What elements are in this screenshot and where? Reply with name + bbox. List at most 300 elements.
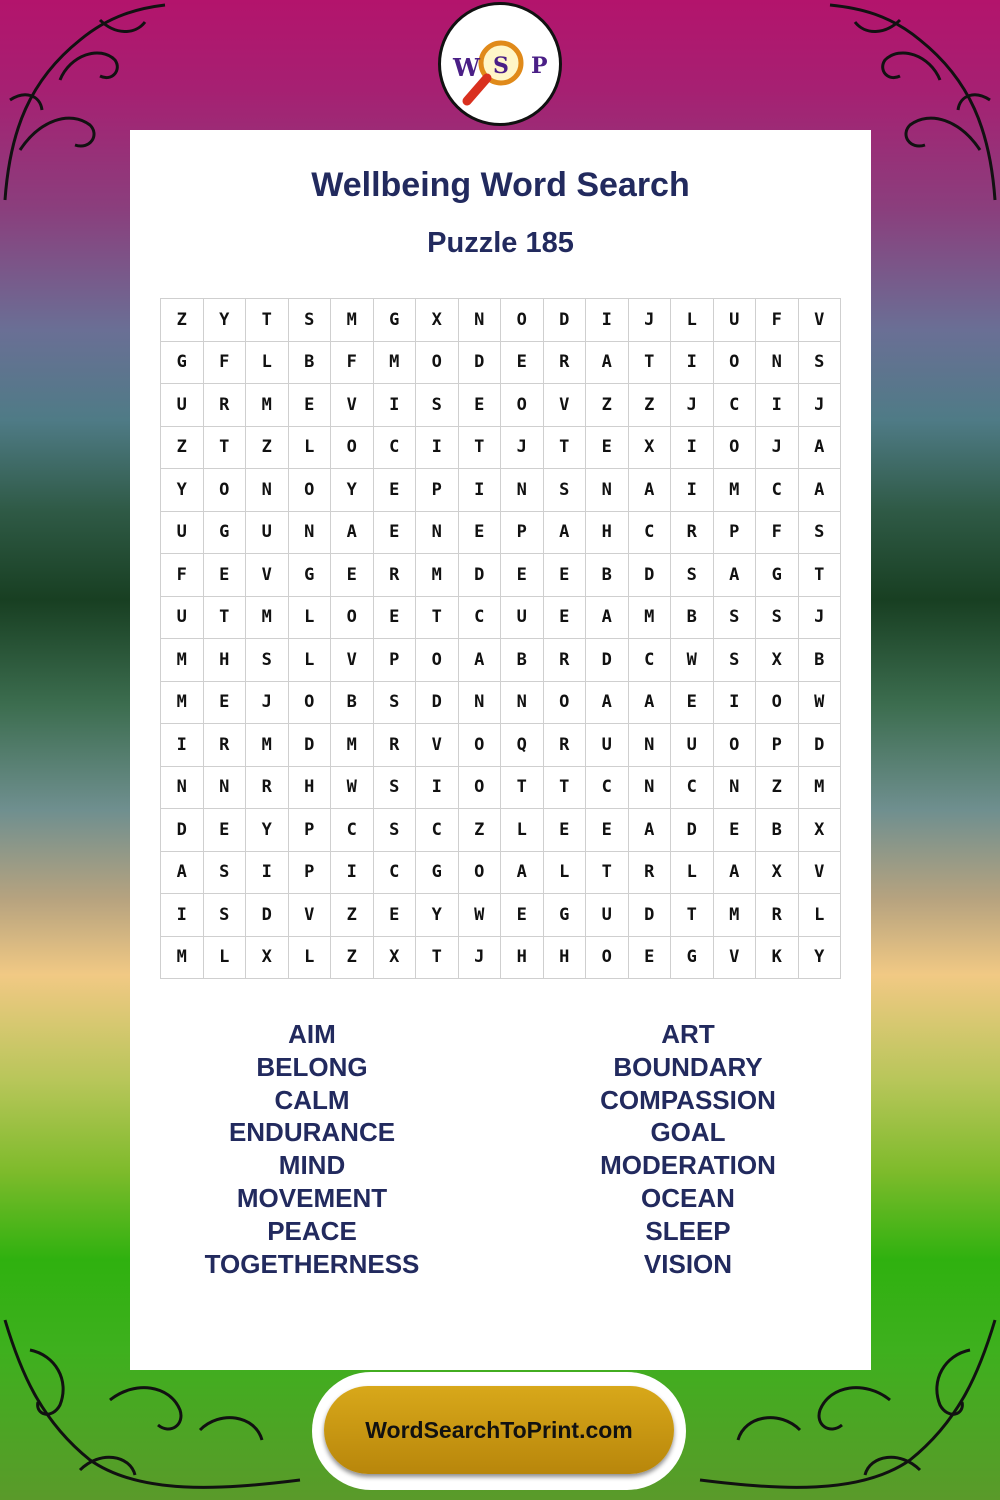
grid-cell[interactable]: O bbox=[543, 681, 586, 724]
grid-cell[interactable]: G bbox=[203, 511, 246, 554]
grid-cell[interactable]: M bbox=[798, 766, 841, 809]
logo-letter-p: P bbox=[531, 53, 548, 79]
grid-cell[interactable]: M bbox=[161, 639, 204, 682]
grid-cell[interactable]: A bbox=[331, 511, 374, 554]
grid-cell[interactable]: X bbox=[756, 639, 799, 682]
grid-cell[interactable]: U bbox=[586, 894, 629, 937]
letter-grid bbox=[160, 298, 841, 979]
grid-cell[interactable]: N bbox=[586, 469, 629, 512]
grid-row bbox=[161, 894, 841, 937]
grid-cell[interactable]: R bbox=[543, 724, 586, 767]
grid-cell[interactable]: T bbox=[543, 426, 586, 469]
grid-cell[interactable]: X bbox=[798, 809, 841, 852]
grid-cell[interactable]: Z bbox=[161, 426, 204, 469]
grid-cell[interactable]: I bbox=[671, 341, 714, 384]
grid-cell[interactable]: L bbox=[288, 596, 331, 639]
grid-cell[interactable]: L bbox=[288, 639, 331, 682]
grid-cell[interactable]: Y bbox=[798, 936, 841, 979]
grid-cell[interactable]: X bbox=[246, 936, 289, 979]
grid-cell[interactable]: E bbox=[288, 384, 331, 427]
grid-cell[interactable]: R bbox=[203, 384, 246, 427]
search-word: ART bbox=[661, 1019, 715, 1049]
grid-cell[interactable]: O bbox=[203, 469, 246, 512]
grid-cell[interactable]: E bbox=[203, 681, 246, 724]
grid-cell[interactable]: Y bbox=[203, 299, 246, 342]
grid-row bbox=[161, 639, 841, 682]
grid-cell[interactable]: J bbox=[458, 936, 501, 979]
grid-cell[interactable]: B bbox=[671, 596, 714, 639]
grid-cell[interactable]: I bbox=[458, 469, 501, 512]
grid-cell[interactable]: N bbox=[288, 511, 331, 554]
grid-cell[interactable]: O bbox=[331, 426, 374, 469]
grid-row bbox=[161, 766, 841, 809]
grid-cell[interactable]: G bbox=[373, 299, 416, 342]
grid-cell[interactable]: N bbox=[416, 511, 459, 554]
grid-cell[interactable]: E bbox=[458, 384, 501, 427]
grid-cell[interactable]: Y bbox=[246, 809, 289, 852]
grid-cell[interactable]: C bbox=[671, 766, 714, 809]
grid-cell[interactable]: R bbox=[671, 511, 714, 554]
grid-cell[interactable]: G bbox=[756, 554, 799, 597]
grid-cell[interactable]: I bbox=[416, 766, 459, 809]
grid-cell[interactable]: Z bbox=[331, 936, 374, 979]
grid-cell[interactable]: U bbox=[501, 596, 544, 639]
grid-cell[interactable]: A bbox=[543, 511, 586, 554]
grid-cell[interactable]: C bbox=[628, 639, 671, 682]
grid-cell[interactable]: M bbox=[246, 384, 289, 427]
grid-cell[interactable]: O bbox=[458, 724, 501, 767]
grid-cell[interactable]: S bbox=[246, 639, 289, 682]
grid-cell[interactable]: Q bbox=[501, 724, 544, 767]
grid-cell[interactable]: F bbox=[203, 341, 246, 384]
grid-cell[interactable]: R bbox=[628, 851, 671, 894]
grid-cell[interactable]: D bbox=[798, 724, 841, 767]
grid-cell[interactable]: S bbox=[543, 469, 586, 512]
grid-row bbox=[161, 384, 841, 427]
grid-cell[interactable]: X bbox=[756, 851, 799, 894]
grid-cell[interactable]: X bbox=[373, 936, 416, 979]
grid-cell[interactable]: E bbox=[458, 511, 501, 554]
search-word: BELONG bbox=[256, 1051, 368, 1082]
grid-cell[interactable]: D bbox=[246, 894, 289, 937]
grid-row bbox=[161, 851, 841, 894]
grid-cell[interactable]: E bbox=[501, 894, 544, 937]
grid-cell[interactable]: P bbox=[713, 511, 756, 554]
grid-cell[interactable]: S bbox=[713, 596, 756, 639]
grid-cell[interactable]: X bbox=[416, 299, 459, 342]
grid-cell[interactable]: G bbox=[543, 894, 586, 937]
grid-cell[interactable]: I bbox=[416, 426, 459, 469]
grid-cell[interactable]: L bbox=[501, 809, 544, 852]
grid-cell[interactable]: A bbox=[798, 426, 841, 469]
grid-cell[interactable]: P bbox=[756, 724, 799, 767]
grid-cell[interactable]: I bbox=[756, 384, 799, 427]
grid-cell[interactable]: O bbox=[416, 341, 459, 384]
search-word: AIM bbox=[288, 1019, 336, 1049]
grid-cell[interactable]: E bbox=[373, 511, 416, 554]
logo-letter-s: S bbox=[493, 53, 509, 79]
grid-cell[interactable]: T bbox=[628, 341, 671, 384]
grid-cell[interactable]: T bbox=[203, 426, 246, 469]
grid-cell[interactable]: A bbox=[628, 681, 671, 724]
grid-cell[interactable]: E bbox=[543, 809, 586, 852]
grid-cell[interactable]: C bbox=[713, 384, 756, 427]
grid-cell[interactable]: R bbox=[373, 554, 416, 597]
grid-row bbox=[161, 299, 841, 342]
grid-cell[interactable]: D bbox=[586, 639, 629, 682]
grid-cell[interactable]: C bbox=[458, 596, 501, 639]
grid-cell[interactable]: A bbox=[586, 681, 629, 724]
grid-cell[interactable]: V bbox=[798, 851, 841, 894]
grid-cell[interactable]: E bbox=[501, 341, 544, 384]
grid-cell[interactable]: C bbox=[586, 766, 629, 809]
grid-cell[interactable]: U bbox=[246, 511, 289, 554]
grid-cell[interactable]: N bbox=[458, 681, 501, 724]
grid-cell[interactable]: W bbox=[671, 639, 714, 682]
word-list-left bbox=[162, 1018, 462, 1280]
grid-cell[interactable]: A bbox=[628, 469, 671, 512]
grid-cell[interactable]: N bbox=[203, 766, 246, 809]
grid-cell[interactable]: V bbox=[331, 384, 374, 427]
grid-cell[interactable]: T bbox=[203, 596, 246, 639]
grid-row bbox=[161, 469, 841, 512]
grid-cell[interactable]: D bbox=[416, 681, 459, 724]
grid-cell[interactable]: L bbox=[671, 299, 714, 342]
grid-cell[interactable]: N bbox=[501, 469, 544, 512]
page-title: Wellbeing Word Search bbox=[311, 166, 690, 204]
grid-cell[interactable]: T bbox=[458, 426, 501, 469]
search-word: COMPASSION bbox=[600, 1084, 776, 1115]
grid-cell[interactable]: E bbox=[586, 809, 629, 852]
grid-cell[interactable]: D bbox=[161, 809, 204, 852]
grid-cell[interactable]: Y bbox=[161, 469, 204, 512]
grid-cell[interactable]: P bbox=[416, 469, 459, 512]
grid-cell[interactable]: A bbox=[713, 554, 756, 597]
grid-cell[interactable]: C bbox=[416, 809, 459, 852]
grid-row bbox=[161, 596, 841, 639]
grid-cell[interactable]: Z bbox=[331, 894, 374, 937]
grid-cell[interactable]: L bbox=[798, 894, 841, 937]
grid-cell[interactable]: A bbox=[161, 851, 204, 894]
grid-cell[interactable]: J bbox=[756, 426, 799, 469]
grid-cell[interactable]: A bbox=[628, 809, 671, 852]
grid-cell[interactable]: F bbox=[161, 554, 204, 597]
grid-cell[interactable]: L bbox=[671, 851, 714, 894]
grid-cell[interactable]: E bbox=[628, 936, 671, 979]
grid-cell[interactable]: E bbox=[203, 554, 246, 597]
grid-cell[interactable]: L bbox=[288, 936, 331, 979]
grid-cell[interactable]: E bbox=[373, 469, 416, 512]
grid-cell[interactable]: F bbox=[756, 299, 799, 342]
grid-cell[interactable]: J bbox=[628, 299, 671, 342]
grid-cell[interactable]: H bbox=[543, 936, 586, 979]
grid-cell[interactable]: K bbox=[756, 936, 799, 979]
grid-cell[interactable]: P bbox=[288, 851, 331, 894]
grid-cell[interactable]: S bbox=[671, 554, 714, 597]
grid-cell[interactable]: S bbox=[373, 809, 416, 852]
grid-cell[interactable]: N bbox=[501, 681, 544, 724]
grid-cell[interactable]: S bbox=[416, 384, 459, 427]
grid-cell[interactable]: I bbox=[161, 894, 204, 937]
grid-cell[interactable]: B bbox=[288, 341, 331, 384]
grid-cell[interactable]: H bbox=[501, 936, 544, 979]
grid-cell[interactable]: W bbox=[458, 894, 501, 937]
grid-cell[interactable]: O bbox=[756, 681, 799, 724]
grid-cell[interactable]: M bbox=[713, 894, 756, 937]
search-word: CALM bbox=[274, 1084, 350, 1115]
grid-cell[interactable]: E bbox=[501, 554, 544, 597]
grid-cell[interactable]: O bbox=[288, 681, 331, 724]
grid-cell[interactable]: S bbox=[756, 596, 799, 639]
grid-cell[interactable]: G bbox=[288, 554, 331, 597]
grid-cell[interactable]: S bbox=[203, 894, 246, 937]
grid-row bbox=[161, 341, 841, 384]
grid-cell[interactable]: I bbox=[373, 384, 416, 427]
grid-cell[interactable]: E bbox=[543, 554, 586, 597]
grid-cell[interactable]: E bbox=[543, 596, 586, 639]
grid-cell[interactable]: M bbox=[161, 936, 204, 979]
grid-cell[interactable]: S bbox=[798, 511, 841, 554]
search-word: TOGETHERNESS bbox=[204, 1248, 420, 1279]
grid-cell[interactable]: G bbox=[161, 341, 204, 384]
grid-row bbox=[161, 426, 841, 469]
word-list-right bbox=[538, 1018, 838, 1280]
search-word: OCEAN bbox=[641, 1182, 735, 1213]
grid-cell[interactable]: A bbox=[713, 851, 756, 894]
grid-cell[interactable]: S bbox=[373, 681, 416, 724]
grid-cell[interactable]: H bbox=[586, 511, 629, 554]
grid-cell[interactable]: M bbox=[416, 554, 459, 597]
grid-cell[interactable]: V bbox=[543, 384, 586, 427]
grid-cell[interactable]: F bbox=[756, 511, 799, 554]
grid-cell[interactable]: Z bbox=[246, 426, 289, 469]
grid-cell[interactable]: G bbox=[416, 851, 459, 894]
grid-cell[interactable]: O bbox=[416, 639, 459, 682]
grid-cell[interactable]: V bbox=[416, 724, 459, 767]
grid-cell[interactable]: R bbox=[543, 341, 586, 384]
footer-pill bbox=[312, 1372, 686, 1490]
grid-cell[interactable]: Y bbox=[331, 469, 374, 512]
grid-cell[interactable]: N bbox=[628, 724, 671, 767]
grid-cell[interactable]: S bbox=[203, 851, 246, 894]
grid-cell[interactable]: B bbox=[586, 554, 629, 597]
grid-cell[interactable]: D bbox=[288, 724, 331, 767]
grid-cell[interactable]: E bbox=[586, 426, 629, 469]
grid-cell[interactable]: T bbox=[246, 299, 289, 342]
search-word: MIND bbox=[278, 1150, 346, 1181]
grid-cell[interactable]: L bbox=[246, 341, 289, 384]
grid-cell[interactable]: O bbox=[713, 426, 756, 469]
grid-cell[interactable]: B bbox=[756, 809, 799, 852]
grid-cell[interactable]: V bbox=[246, 554, 289, 597]
grid-cell[interactable]: D bbox=[458, 341, 501, 384]
grid-cell[interactable]: Y bbox=[416, 894, 459, 937]
grid-cell[interactable]: T bbox=[543, 766, 586, 809]
puzzle-number: Puzzle 185 bbox=[427, 227, 574, 259]
grid-cell[interactable]: R bbox=[373, 724, 416, 767]
search-word: GOAL bbox=[650, 1117, 726, 1148]
grid-cell[interactable]: U bbox=[713, 299, 756, 342]
grid-cell[interactable]: U bbox=[161, 596, 204, 639]
grid-cell[interactable]: M bbox=[713, 469, 756, 512]
grid-cell[interactable]: R bbox=[203, 724, 246, 767]
grid-cell[interactable]: U bbox=[161, 511, 204, 554]
search-word: BOUNDARY bbox=[613, 1051, 763, 1082]
grid-cell[interactable]: A bbox=[798, 469, 841, 512]
grid-cell[interactable]: H bbox=[288, 766, 331, 809]
grid-cell[interactable]: V bbox=[331, 639, 374, 682]
grid-cell[interactable]: N bbox=[458, 299, 501, 342]
grid-cell[interactable]: M bbox=[246, 724, 289, 767]
grid-cell[interactable]: S bbox=[798, 341, 841, 384]
grid-cell[interactable]: H bbox=[203, 639, 246, 682]
grid-cell[interactable]: M bbox=[331, 724, 374, 767]
grid-cell[interactable]: R bbox=[543, 639, 586, 682]
grid-cell[interactable]: C bbox=[373, 851, 416, 894]
search-word: MOVEMENT bbox=[236, 1182, 388, 1213]
grid-cell[interactable]: C bbox=[373, 426, 416, 469]
grid-cell[interactable]: W bbox=[798, 681, 841, 724]
grid-cell[interactable]: O bbox=[288, 469, 331, 512]
grid-cell[interactable]: C bbox=[331, 809, 374, 852]
search-word: VISION bbox=[643, 1248, 733, 1279]
grid-cell[interactable]: L bbox=[543, 851, 586, 894]
grid-row bbox=[161, 554, 841, 597]
grid-cell[interactable]: O bbox=[713, 724, 756, 767]
grid-cell[interactable]: A bbox=[458, 639, 501, 682]
grid-row bbox=[161, 809, 841, 852]
grid-cell[interactable]: E bbox=[373, 596, 416, 639]
grid-cell[interactable]: T bbox=[671, 894, 714, 937]
grid-cell[interactable]: P bbox=[373, 639, 416, 682]
grid-cell[interactable]: R bbox=[246, 766, 289, 809]
grid-cell[interactable]: E bbox=[331, 554, 374, 597]
grid-cell[interactable]: O bbox=[331, 596, 374, 639]
search-word: PEACE bbox=[267, 1215, 357, 1246]
grid-cell[interactable]: Z bbox=[161, 299, 204, 342]
grid-cell[interactable]: T bbox=[416, 596, 459, 639]
wsp-logo[interactable] bbox=[438, 2, 562, 126]
grid-cell[interactable]: C bbox=[756, 469, 799, 512]
grid-cell[interactable]: I bbox=[246, 851, 289, 894]
grid-cell[interactable]: G bbox=[671, 936, 714, 979]
grid-cell[interactable]: E bbox=[671, 681, 714, 724]
grid-cell[interactable]: U bbox=[671, 724, 714, 767]
grid-cell[interactable]: I bbox=[671, 426, 714, 469]
grid-cell[interactable]: N bbox=[628, 766, 671, 809]
grid-cell[interactable]: A bbox=[586, 596, 629, 639]
search-word: ENDURANCE bbox=[228, 1117, 396, 1148]
grid-cell[interactable]: I bbox=[713, 681, 756, 724]
grid-cell[interactable]: X bbox=[628, 426, 671, 469]
grid-cell[interactable]: M bbox=[246, 596, 289, 639]
grid-cell[interactable]: D bbox=[628, 554, 671, 597]
grid-cell[interactable]: R bbox=[756, 894, 799, 937]
grid-cell[interactable]: L bbox=[288, 426, 331, 469]
grid-cell[interactable]: F bbox=[331, 341, 374, 384]
grid-cell[interactable]: P bbox=[501, 511, 544, 554]
grid-cell[interactable]: M bbox=[373, 341, 416, 384]
grid-cell[interactable]: L bbox=[203, 936, 246, 979]
grid-cell[interactable]: J bbox=[798, 384, 841, 427]
website-link-button[interactable]: WordSearchToPrint.com bbox=[324, 1386, 674, 1474]
grid-cell[interactable]: M bbox=[628, 596, 671, 639]
grid-cell[interactable]: P bbox=[288, 809, 331, 852]
grid-cell[interactable]: S bbox=[713, 639, 756, 682]
grid-cell[interactable]: T bbox=[798, 554, 841, 597]
grid-cell[interactable]: S bbox=[288, 299, 331, 342]
grid-cell[interactable]: U bbox=[586, 724, 629, 767]
grid-cell[interactable]: C bbox=[628, 511, 671, 554]
grid-cell[interactable]: D bbox=[628, 894, 671, 937]
grid-cell[interactable]: O bbox=[501, 299, 544, 342]
grid-cell[interactable]: J bbox=[671, 384, 714, 427]
grid-cell[interactable]: I bbox=[161, 724, 204, 767]
grid-row bbox=[161, 681, 841, 724]
grid-cell[interactable]: O bbox=[586, 936, 629, 979]
grid-cell[interactable]: Z bbox=[458, 809, 501, 852]
grid-cell[interactable]: A bbox=[501, 851, 544, 894]
grid-row bbox=[161, 936, 841, 979]
grid-cell[interactable]: J bbox=[501, 426, 544, 469]
grid-cell[interactable]: D bbox=[458, 554, 501, 597]
grid-cell[interactable]: I bbox=[586, 299, 629, 342]
grid-cell[interactable]: Z bbox=[586, 384, 629, 427]
grid-cell[interactable]: V bbox=[288, 894, 331, 937]
grid-cell[interactable]: T bbox=[501, 766, 544, 809]
puzzle-page bbox=[130, 130, 871, 1370]
grid-cell[interactable]: N bbox=[756, 341, 799, 384]
grid-cell[interactable]: N bbox=[161, 766, 204, 809]
grid-cell[interactable]: B bbox=[331, 681, 374, 724]
grid-cell[interactable]: D bbox=[543, 299, 586, 342]
grid-cell[interactable]: S bbox=[373, 766, 416, 809]
grid-cell[interactable]: E bbox=[203, 809, 246, 852]
grid-cell[interactable]: J bbox=[798, 596, 841, 639]
grid-cell[interactable]: E bbox=[373, 894, 416, 937]
grid-cell[interactable]: N bbox=[713, 766, 756, 809]
grid-cell[interactable]: M bbox=[331, 299, 374, 342]
grid-cell[interactable]: W bbox=[331, 766, 374, 809]
grid-cell[interactable]: O bbox=[713, 341, 756, 384]
grid-cell[interactable]: M bbox=[161, 681, 204, 724]
grid-cell[interactable]: Z bbox=[628, 384, 671, 427]
grid-cell[interactable]: T bbox=[586, 851, 629, 894]
grid-cell[interactable]: I bbox=[331, 851, 374, 894]
logo-letter-w: W bbox=[453, 53, 480, 82]
grid-cell[interactable]: O bbox=[458, 766, 501, 809]
grid-cell[interactable]: T bbox=[416, 936, 459, 979]
grid-cell[interactable]: D bbox=[671, 809, 714, 852]
grid-cell[interactable]: A bbox=[586, 341, 629, 384]
grid-cell[interactable]: O bbox=[501, 384, 544, 427]
grid-cell[interactable]: J bbox=[246, 681, 289, 724]
grid-cell[interactable]: V bbox=[798, 299, 841, 342]
grid-row bbox=[161, 724, 841, 767]
grid-cell[interactable]: O bbox=[458, 851, 501, 894]
grid-cell[interactable]: Z bbox=[756, 766, 799, 809]
search-word: SLEEP bbox=[645, 1215, 731, 1246]
grid-cell[interactable]: E bbox=[713, 809, 756, 852]
grid-row bbox=[161, 511, 841, 554]
grid-cell[interactable]: N bbox=[246, 469, 289, 512]
grid-cell[interactable]: V bbox=[713, 936, 756, 979]
grid-cell[interactable]: B bbox=[798, 639, 841, 682]
grid-cell[interactable]: B bbox=[501, 639, 544, 682]
grid-cell[interactable]: U bbox=[161, 384, 204, 427]
search-word: MODERATION bbox=[600, 1150, 776, 1181]
grid-cell[interactable]: I bbox=[671, 469, 714, 512]
